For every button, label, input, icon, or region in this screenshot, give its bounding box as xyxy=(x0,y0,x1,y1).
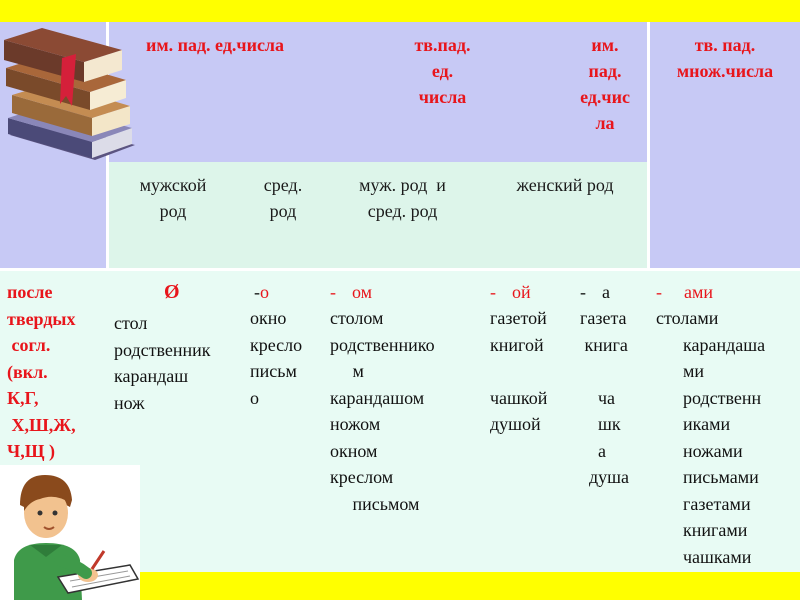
masc-words: стол родственник карандаш нож xyxy=(114,313,211,413)
subheader-fem: женский род xyxy=(516,175,614,195)
ending-dash: - xyxy=(254,282,260,302)
header-nom-sing: им. пад. ед.числа xyxy=(145,35,285,55)
ending-dash: - xyxy=(580,282,586,302)
row-label: после твердых согл. (вкл. К,Г, Х,Ш,Ж, Ч,Щ ) xyxy=(7,282,76,461)
header-instr-plural: тв. пад. множ.числа xyxy=(676,35,774,81)
ending-a xyxy=(580,279,610,305)
ending-text: ой xyxy=(512,282,531,302)
neut-words: окно кресло письм о xyxy=(250,308,303,408)
instr-words: столом родственнико м карандашом ножом окном креслом письмом xyxy=(330,308,435,514)
fem-instr-words: газетой книгой чашкой душой xyxy=(490,308,548,434)
ending-text: а xyxy=(602,282,610,302)
subheader-masc: мужской род xyxy=(139,175,207,221)
subheader-masc-neut: муж. род и сред. род xyxy=(359,175,446,221)
ending-o xyxy=(254,279,269,305)
ending-text: о xyxy=(260,282,269,302)
ending-ami xyxy=(656,279,713,305)
ending-om xyxy=(330,279,372,305)
header-instr-sing: тв.пад. ед. числа xyxy=(414,35,471,107)
ending-dash: - xyxy=(330,282,336,302)
fem-nom-words: газета книга ча шк а душа xyxy=(580,308,630,487)
ending-oy xyxy=(490,279,531,305)
ending-dash: - xyxy=(656,282,662,302)
grid-line xyxy=(0,268,800,271)
ending-dash: - xyxy=(490,282,496,302)
header-nom-sing-fem: им. пад. ед.чис ла xyxy=(580,35,630,133)
ending-text: ами xyxy=(684,282,714,302)
boy-illustration xyxy=(0,465,140,600)
ending-zero: Ø xyxy=(164,281,180,303)
plural-words: столами карандаша ми родственн иками ножами письмами газетами книгами чашками xyxy=(656,308,766,567)
ending-text: ом xyxy=(352,282,373,302)
subheader-neut: сред. род xyxy=(263,175,303,221)
